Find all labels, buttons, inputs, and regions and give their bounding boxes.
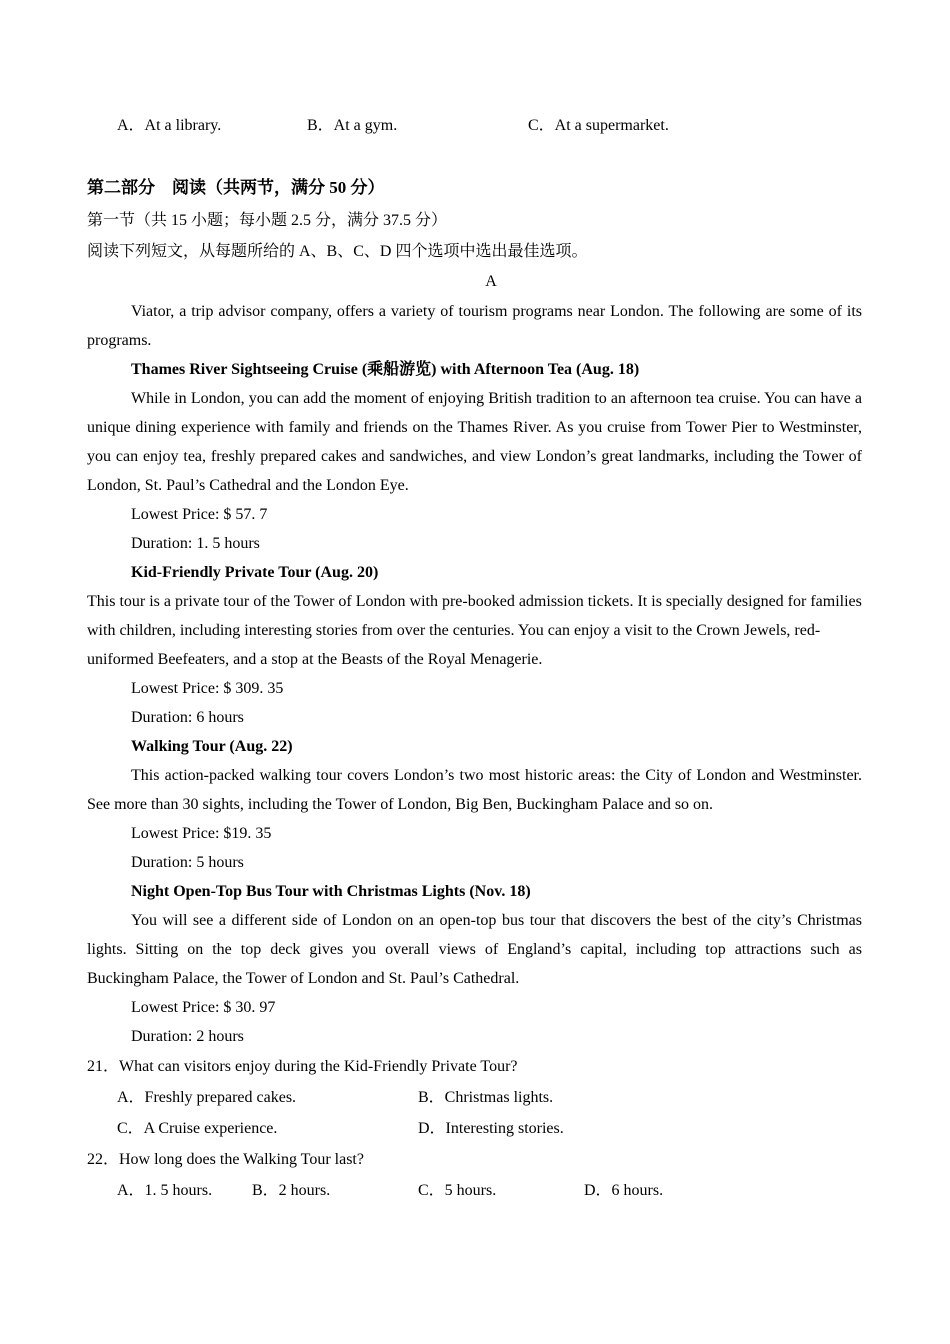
program-description: This action-packed walking tour covers London’s two most historic areas: the City of London and Westminster. See more than 30 sights, including the Tower of London, Big Ben, Buckingham Palace and so on. (87, 767, 862, 813)
section-subtitle: 第一节（共 15 小题；每小题 2.5 分，满分 37.5 分） (87, 212, 448, 229)
option-b: B．Christmas lights. (418, 1089, 554, 1106)
program-price: Lowest Price: $ 309. 35 (131, 680, 284, 697)
program-duration: Duration: 5 hours (131, 854, 244, 871)
exam-page (87, 111, 862, 1206)
program-price: Lowest Price: $ 30. 97 (131, 999, 276, 1016)
question-stem: 22．How long does the Walking Tour last? (87, 1151, 364, 1168)
question-stem: 21．What can visitors enjoy during the Kid-Friendly Private Tour? (87, 1058, 518, 1075)
question-22 (87, 1144, 862, 1206)
program-price: Lowest Price: $19. 35 (131, 825, 272, 842)
program-title: Thames River Sightseeing Cruise (乘船游览) with Afternoon Tea (Aug. 18) (131, 361, 640, 378)
question-21 (87, 1051, 862, 1144)
option-b: B．2 hours. (252, 1182, 331, 1199)
option-a: A．At a library. (117, 117, 222, 134)
program-duration: Duration: 1. 5 hours (131, 535, 260, 552)
section-title: 第二部分 阅读（共两节，满分 50 分） (87, 178, 385, 197)
program-title: Night Open-Top Bus Tour with Christmas Lights (Nov. 18) (131, 883, 531, 900)
program-description: You will see a different side of London on an open-top bus tour that discovers the best of the city’s Christmas lights. Sitting on the top deck gives you overall views of England’s capital, including top attractions such as Buckingham Palace, the Tower of London and St. Paul’s Cathedral. (87, 912, 862, 987)
option-c: C．A Cruise experience. (117, 1120, 278, 1137)
passage-intro: Viator, a trip advisor company, offers a variety of tourism programs near London. The following are some of its programs. (87, 303, 862, 349)
question-options-row (87, 1113, 862, 1144)
passage (87, 297, 862, 1051)
program-kid-friendly-tour (87, 558, 862, 732)
question-options-row (87, 1175, 862, 1206)
option-b: B．At a gym. (307, 117, 398, 134)
previous-question-options (87, 111, 862, 140)
option-d: D．6 hours. (584, 1182, 664, 1199)
option-d: D．Interesting stories. (418, 1120, 564, 1137)
option-c: C．5 hours. (418, 1182, 497, 1199)
program-description: While in London, you can add the moment of enjoying British tradition to an afternoon tea cruise. You can have a unique dining experience with family and friends on the Thames River. As you cruise from Tower Pier to Westminster, you can enjoy tea, freshly prepared cakes and sandwiches, and view London’s great landmarks, including the Tower of London, St. Paul’s Cathedral and the London Eye. (87, 390, 862, 494)
program-duration: Duration: 2 hours (131, 1028, 244, 1045)
program-description: This tour is a private tour of the Tower of London with pre-booked admission tickets. It is specially designed for families with children, including interesting stories from over the centuries. You can enjoy a visit to the Crown Jewels, red-uniformed Beefeaters, and a stop at the Beasts of the Royal Menagerie. (87, 593, 862, 668)
option-a: A．1. 5 hours. (117, 1182, 213, 1199)
option-c: C．At a supermarket. (528, 117, 669, 134)
option-a: A．Freshly prepared cakes. (117, 1089, 297, 1106)
passage-label: A (485, 273, 497, 290)
program-walking-tour (87, 732, 862, 877)
program-title: Walking Tour (Aug. 22) (131, 738, 293, 755)
program-night-bus-tour (87, 877, 862, 1051)
program-thames-cruise (87, 355, 862, 558)
question-options-row (87, 1082, 862, 1113)
program-title: Kid-Friendly Private Tour (Aug. 20) (131, 564, 379, 581)
program-price: Lowest Price: $ 57. 7 (131, 506, 268, 523)
program-duration: Duration: 6 hours (131, 709, 244, 726)
section-instruction: 阅读下列短文，从每题所给的 A、B、C、D 四个选项中选出最佳选项。 (87, 243, 588, 260)
